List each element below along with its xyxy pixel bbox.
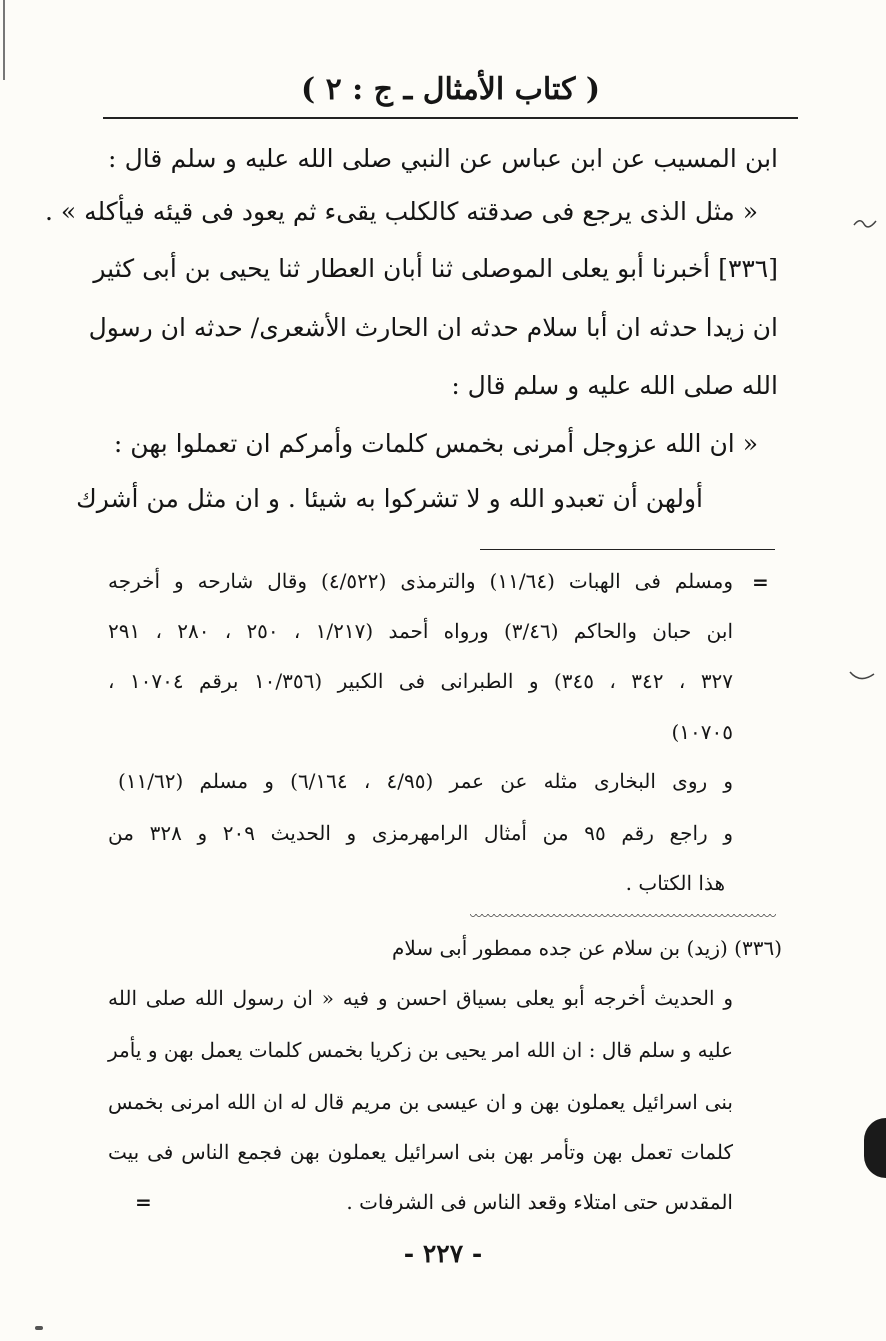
footnote-line: و راجع رقم ٩٥ من أمثال الرامهرمزى و الحديث ٢٠٩ و ٣٢٨ من [108, 821, 734, 845]
scan-speck [35, 1326, 43, 1330]
footnote-line: كلمات تعمل بهن وتأمر بهن بنى اسرائيل يعملون بهن فجمع الناس فى بيت [108, 1140, 733, 1164]
body-line: « مثل الذى يرجع فى صدقته كالكلب يقىء ثم يعود فى قيئه فيأكله » . [44, 197, 758, 226]
page-edge-shadow [864, 1118, 886, 1178]
page-number: - ٢٢٧ - [403, 1239, 483, 1268]
footnote-line: ٣٢٧ ، ٣٤٢ ، ٣٤٥) و الطبرانى فى الكبير (١٠/٣٥٦ برقم ١٠٧٠٤ ، [108, 669, 734, 693]
footnote-line: و روى البخارى مثله عن عمر (٤/٩٥ ، ٦/١٦٤) و مسلم (١١/٦٢) [118, 769, 734, 793]
footnote-line: ابن حبان والحاكم (٣/٤٦) ورواه أحمد (١/٢١٧ ، ٢٥٠ ، ٢٨٠ ، ٢٩١ [108, 619, 733, 643]
body-line: أولهن أن تعبدو الله و لا تشركوا به شيئا . و ان مثل من أشرك [76, 484, 703, 513]
footnote-rule [480, 549, 775, 550]
footnote-continuation-mark: = [752, 570, 769, 594]
footnote-line: (٣٣٦) (زيد) بن سلام عن جده ممطور أبى سلام [392, 936, 782, 960]
binding-edge-line [3, 0, 5, 80]
body-line: ان زيدا حدثه ان أبا سلام حدثه ان الحارث الأشعرى/ حدثه ان رسول [88, 313, 778, 342]
body-line: ابن المسيب عن ابن عباس عن النبي صلى الله عليه و سلم قال : [108, 144, 778, 173]
footnote-line: بنى اسرائيل يعملون بهن و ان عيسى بن مريم قال له ان الله امرنى بخمس [108, 1090, 733, 1114]
header-rule [103, 117, 798, 119]
body-line: الله صلى الله عليه و سلم قال : [451, 371, 778, 400]
footnote-line: و الحديث أخرجه أبو يعلى بسياق احسن و فيه « ان رسول الله صلى الله [108, 986, 733, 1010]
footnote-line: ١٠٧٠٥) [671, 720, 733, 744]
footnote-line: هذا الكتاب . [625, 871, 725, 895]
margin-mark [848, 668, 876, 688]
body-line: « ان الله عزوجل أمرنى بخمس كلمات وأمركم ان تعملوا بهن : [113, 429, 758, 458]
footnote-line: ومسلم فى الهبات (١١/٦٤) والترمذى (٤/٥٢٢) وقال شارحه و أخرجه [108, 569, 733, 593]
footnote-separator-wavy [470, 914, 776, 920]
margin-mark [852, 215, 878, 231]
footnote-line: عليه و سلم قال : ان الله امر يحيى بن زكريا بخمس كلمات يعمل بهن و يأمر [108, 1038, 733, 1062]
body-line: [٣٣٦] أخبرنا أبو يعلى الموصلى ثنا أبان العطار ثنا يحيى بن أبى كثير [93, 254, 778, 283]
running-header: ( كتاب الأمثال ـ ج : ٢ ) [300, 72, 601, 107]
footnote-line: المقدس حتى امتلاء وقعد الناس فى الشرفات . [346, 1190, 733, 1214]
footnote-continuation-mark: = [135, 1190, 152, 1214]
